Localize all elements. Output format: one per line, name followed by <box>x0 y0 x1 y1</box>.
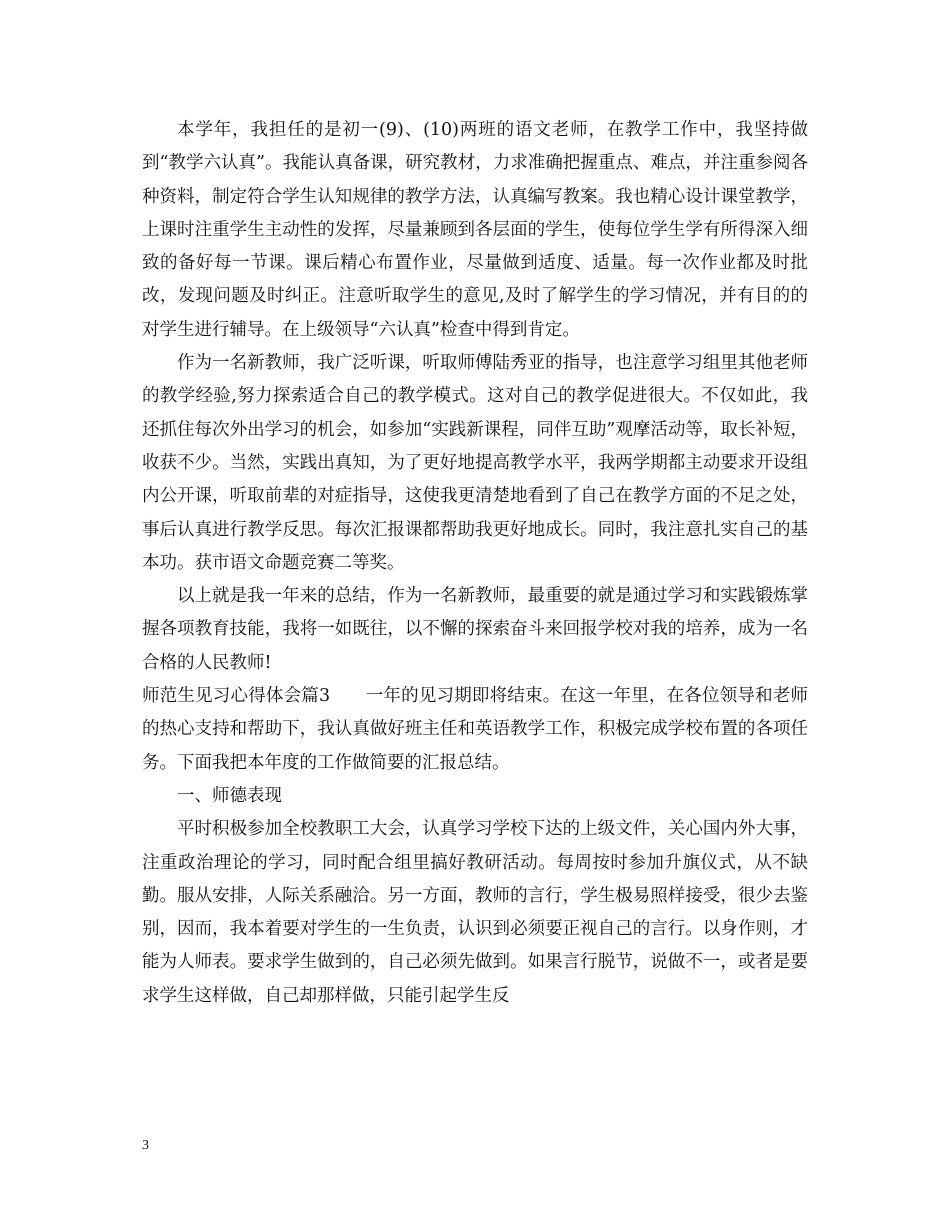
paragraph-article-3-intro: 师范生见习心得体会篇3 一年的见习期即将结束。在这一年里，在各位领导和老师的热心支持和帮助下，我认真做好班主任和英语教学工作，积极完成学校布置的各项任务。下面我把本年度的工作做简要的汇报总结。 <box>142 686 808 773</box>
paragraph-teaching-work: 本学年，我担任的是初一(9)、(10)两班的语文老师，在教学工作中，我坚持做到“教学六认真”。我能认真备课，研究教材，力求准确把握重点、难点，并注重参阅各种资料，制定符合学生认知规律的教学方法，认真编写教案。我也精心设计课堂教学，上课时注重学生主动性的发挥，尽量兼顾到各层面的学生，使每位学生学有所得深入细致的备好每一节课。课后精心布置作业，尽量做到适度、适量。每一次作业都及时批改，发现问题及时纠正。注意听取学生的意见,及时了解学生的学习情况，并有目的的对学生进行辅导。在上级领导“六认真”检查中得到肯定。 <box>142 120 808 340</box>
page-number: 3 <box>142 1138 149 1153</box>
paragraph-ethics-performance: 平时积极参加全校教职工大会，认真学习学校下达的上级文件，关心国内外大事，注重政治理论的学习，同时配合组里搞好教研活动。每周按时参加升旗仪式，从不缺勤。服从安排，人际关系融洽。另一方面，教师的言行，学生极易照样接受，很少去鉴别，因而，我本着要对学生的一生负责，认识到必须要正视自己的言行。以身作则，才能为人师表。要求学生做到的，自己必须先做到。如果言行脱节，说做不一，或者是要求学生这样做，自己却那样做，只能引起学生反 <box>142 819 808 1006</box>
document-body <box>142 114 808 1013</box>
paragraph-new-teacher-growth: 作为一名新教师，我广泛听课，听取师傅陆秀亚的指导，也注意学习组里其他老师的教学经验,努力探索适合自己的教学模式。这对自己的教学促进很大。不仅如此，我还抓住每次外出学习的机会，如参加“实践新课程，同伴互助”观摩活动等，取长补短，收获不少。当然，实践出真知，为了更好地提高教学水平，我两学期都主动要求开设组内公开课，听取前辈的对症指导，这使我更清楚地看到了自己在教学方面的不足之处，事后认真进行教学反思。每次汇报课都帮助我更好地成长。同时，我注意扎实自己的基本功。获市语文命题竞赛二等奖。 <box>142 353 808 573</box>
paragraph-year-summary: 以上就是我一年来的总结，作为一名新教师，最重要的就是通过学习和实践锻炼掌握各项教育技能，我将一如既往，以不懈的探索奋斗来回报学校对我的培养，成为一名合格的人民教师! <box>142 586 808 673</box>
section-heading-ethics: 一、师德表现 <box>177 785 282 806</box>
